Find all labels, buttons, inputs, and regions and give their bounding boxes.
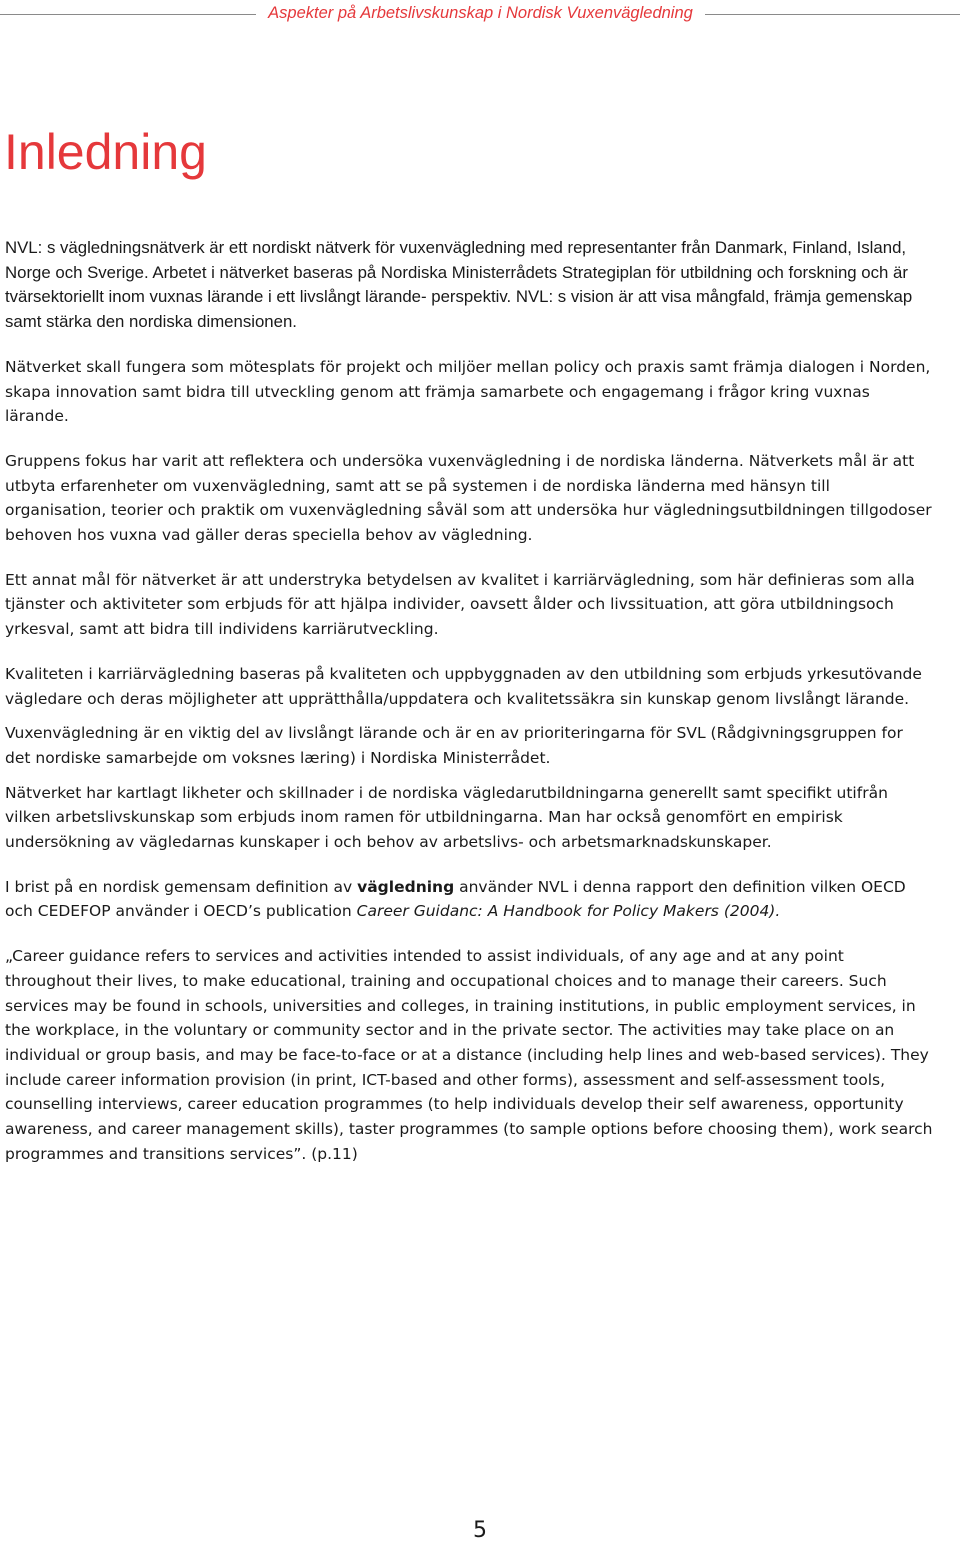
paragraph-network-purpose: Nätverket skall fungera som mötesplats för projekt och miljöer mellan policy och praxis samt främja dialogen i Norden, skapa innovation samt bidra till utveckling genom att främja samarbete och engagemang i frågor kring vuxnas lärande. <box>5 357 931 426</box>
page-number: 5 <box>473 1518 487 1543</box>
publication-title: Career Guidanc: A Handbook for Policy Makers (2004). <box>356 902 781 921</box>
running-title: Aspekter på Arbetslivskunskap i Nordisk Vuxenvägledning <box>268 4 693 22</box>
paragraph-group-focus: Gruppens fokus har varit att reflektera och undersöka vuxenvägledning i de nordiska länderna. Nätverkets mål är att utbyta erfarenheter om vuxenvägledning, samt att se på systemen i de nordiska länderna med hänsyn till organisation, teorier och praktik om vuxenvägledning såväl som att undersöka hur vägledningsutbildningen tillgodoser behoven hos vuxna vad gäller deras speciella behov av vägledning. <box>5 451 932 545</box>
header-rule-right <box>705 14 960 15</box>
quote-block: „Career guidance refers to services and activities intended to assist individuals, of any age and at any point throughout their lives, to make educational, training and occupational choices and to manage their careers. Such services may be found in schools, universities and colleges, in training institutions, in public employment services, in the workplace, in the voluntary or community sector and in the private sector. The activities may take place on an individual or group basis, and may be face-to-face or at a distance (including help lines and web-based services). They include career information provision (in print, ICT-based and other forms), assessment and self-assessment tools, counselling interviews, career education programmes (to help individuals develop their self awareness, opportunity awareness, and career management skills), taster programmes (to sample options before choosing them), work search programmes and transitions services”. (p.11) <box>5 947 933 1163</box>
paragraph-intro: NVL: s vägledningsnätverk är ett nordiskt nätverk för vuxenvägledning med representanter från Danmark, Finland, Island, Norge och Sverige. Arbetet i nätverket baseras på Nordiska Ministerrådets Strategiplan för utbildning och forskning och är tvärsektoriellt inom vuxnas lärande i ett livslångt lärande- perspektiv. NVL: s vision är att visa mångfald, främja gemenskap samt stärka den nordiska dimensionen. <box>5 238 913 332</box>
definition-text-pre: I brist på en nordisk gemensam definition av <box>5 877 358 896</box>
header-rule-left <box>0 14 256 15</box>
paragraph-definition <box>5 875 933 924</box>
body-text <box>5 236 933 1187</box>
paragraph-quality-goal: Ett annat mål för nätverket är att understryka betydelsen av kvalitet i karriärvägledning, som här definieras som alla tjänster och aktiviteter som erbjuds för att hjälpa individer, oavsett ålder och livssituation, att göra utbildningsoch yrkesval, samt att bidra till individens karriärutveckling. <box>5 570 915 639</box>
definition-term: vägledning <box>357 877 455 896</box>
page-title: Inledning <box>4 124 207 180</box>
running-header <box>0 0 960 30</box>
paragraph-priority: Vuxenvägledning är en viktig del av livslångt lärande och är en av prioriteringarna för SVL (Rådgivningsgruppen for det nordiske samarbejde om voksnes læring) i Nordiska Ministerrådet. <box>5 724 903 767</box>
paragraph-mapping: Nätverket har kartlagt likheter och skillnader i de nordiska vägledarutbildningarna generellt samt specifikt utifrån vilken arbetslivskunskap som erbjuds inom ramen för utbildningarna. Man har också genomfört en empirisk undersökning av vägledarnas kunskaper i och behov av arbetslivs- och arbetsmarknadskunskaper. <box>5 783 888 852</box>
definition-text-mid: använder NVL i denna rapport den definition vilken OECD och CEDEFOP använder i OECD’s publication <box>5 877 906 921</box>
paragraph-quality-basis: Kvaliteten i karriärvägledning baseras på kvaliteten och uppbyggnaden av den utbildning som erbjuds yrkesutövande vägledare och deras möjligheter att upprätthålla/uppdatera och kvalitetssäkra sin kunskap genom livslångt lärande. <box>5 664 922 708</box>
